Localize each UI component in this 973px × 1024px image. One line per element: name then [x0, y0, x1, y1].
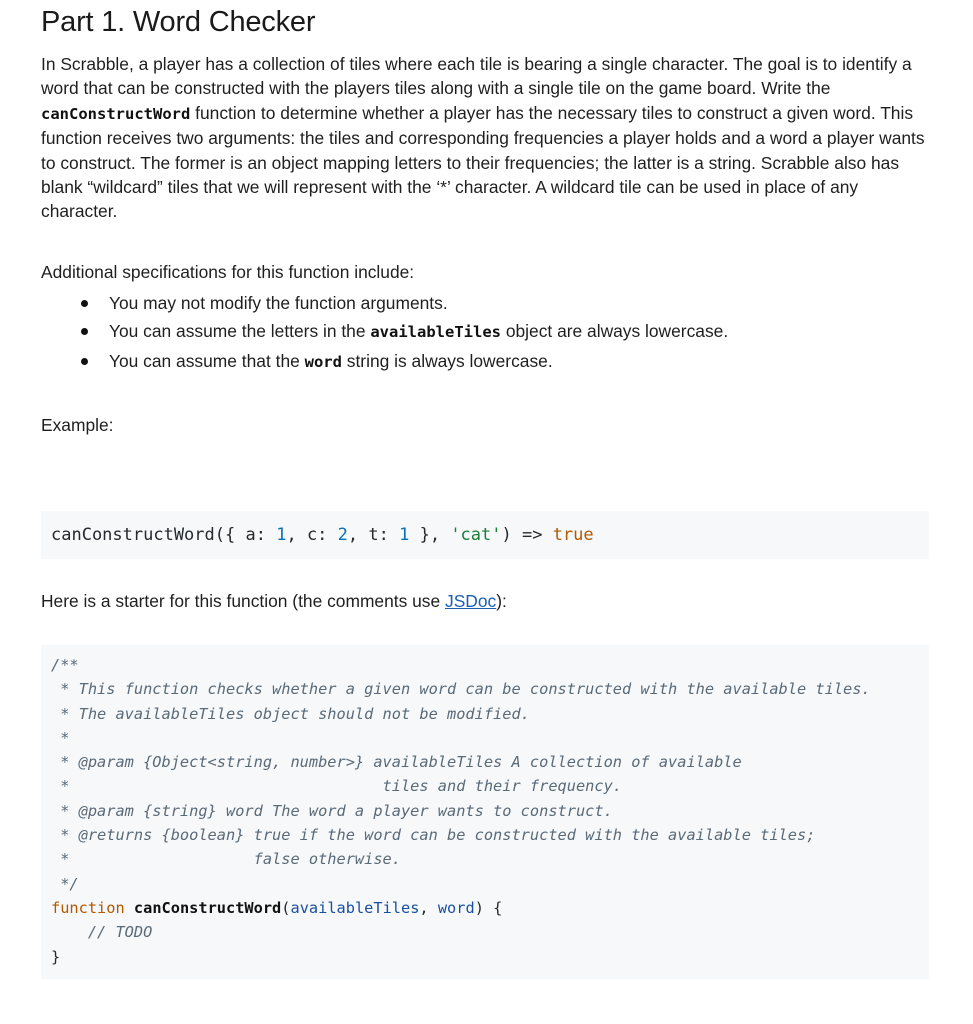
- code-keyword-function: function: [51, 898, 125, 917]
- example-key-t: t:: [368, 525, 400, 545]
- code-comment-line: /**: [51, 656, 79, 674]
- code-function-name: canConstructWord: [133, 898, 282, 917]
- specs-list: [41, 289, 931, 377]
- code-comment-line: * The availableTiles object should not be modified.: [51, 704, 530, 723]
- example-sep-1: ,: [286, 525, 307, 545]
- spec-item-text: You can assume the letters in the: [109, 321, 371, 342]
- code-todo-comment: // TODO: [51, 923, 153, 942]
- example-code-block: [41, 511, 929, 559]
- specs-intro: Additional specifications for this function include:: [41, 261, 415, 282]
- code-param-available-tiles: availableTiles: [290, 898, 420, 917]
- code-close-paren: ) {: [474, 898, 503, 917]
- example-value-c: 2: [337, 525, 348, 545]
- inline-code-word: word: [304, 352, 342, 371]
- spec-item-text: You may not modify the function arguments.: [109, 292, 448, 313]
- code-comment-line: *: [51, 728, 70, 747]
- example-key-a: a:: [245, 525, 277, 545]
- code-comment-line: */: [51, 874, 79, 893]
- starter-text-2: ):: [496, 591, 507, 611]
- example-result: true: [552, 525, 594, 545]
- example-value-t: 1: [399, 525, 410, 545]
- starter-paragraph: [41, 589, 507, 613]
- starter-text-1: Here is a starter for this function (the comments use: [41, 591, 446, 611]
- spec-item-text: object are always lowercase.: [501, 321, 729, 342]
- document: [41, 0, 931, 437]
- jsdoc-link[interactable]: JSDoc: [445, 591, 497, 611]
- inline-code-available-tiles: availableTiles: [370, 323, 501, 342]
- example-close: },: [409, 525, 451, 545]
- example-string: 'cat': [450, 525, 502, 545]
- list-item: [41, 347, 931, 377]
- bullet-icon: [81, 358, 88, 365]
- intro-paragraph: [41, 52, 931, 224]
- example-label: Example:: [41, 415, 114, 436]
- example-fn: canConstructWord: [51, 525, 215, 545]
- list-item: [41, 289, 931, 318]
- code-open-paren: (: [281, 898, 291, 917]
- code-comment-line: * tiles and their frequency.: [51, 777, 622, 796]
- bullet-icon: [81, 328, 88, 335]
- code-comment-line: * @param {string} word The word a player wants to construct.: [51, 801, 613, 820]
- example-arrow: ) =>: [501, 525, 553, 545]
- code-comment-line: * false otherwise.: [51, 850, 401, 869]
- example-open: ({: [214, 525, 246, 545]
- spec-item-text: string is always lowercase.: [341, 350, 553, 371]
- inline-code-function-name: canConstructWord: [41, 104, 191, 123]
- list-item: [41, 317, 931, 347]
- intro-text-2: function to determine whether a player has the necessary tiles to construct a given word. This function receives two arguments: the tiles and corresponding frequencies a player holds and a word a player wants to construct. The former is an object mapping letters to their frequencies; the latter is a string. Scrabble also has blank “wildcard” tiles that we will represent with the ‘*’ character. A wildcard tile can be used in place of any character.: [41, 102, 925, 222]
- example-key-c: c:: [306, 525, 338, 545]
- intro-text-1: In Scrabble, a player has a collection of tiles where each tile is bearing a single character. The goal is to identify a word that can be constructed with the players tiles along with a single tile on the game board. Write the: [41, 54, 912, 99]
- code-comma: ,: [419, 898, 438, 917]
- example-value-a: 1: [276, 525, 287, 545]
- starter-code-block: [41, 645, 929, 979]
- bullet-icon: [81, 300, 88, 307]
- code-comment-line: * @returns {boolean} true if the word can be constructed with the available tiles;: [51, 826, 816, 845]
- code-closing-brace: }: [51, 947, 61, 966]
- page-title: Part 1. Word Checker: [41, 6, 316, 38]
- code-comment-line: * This function checks whether a given word can be constructed with the available tiles.: [51, 680, 871, 699]
- code-comment-line: * @param {Object<string, number>} availableTiles A collection of available: [51, 753, 742, 772]
- example-sep-2: ,: [347, 525, 369, 545]
- spec-item-text: You can assume that the: [109, 350, 305, 371]
- code-param-word: word: [437, 898, 475, 917]
